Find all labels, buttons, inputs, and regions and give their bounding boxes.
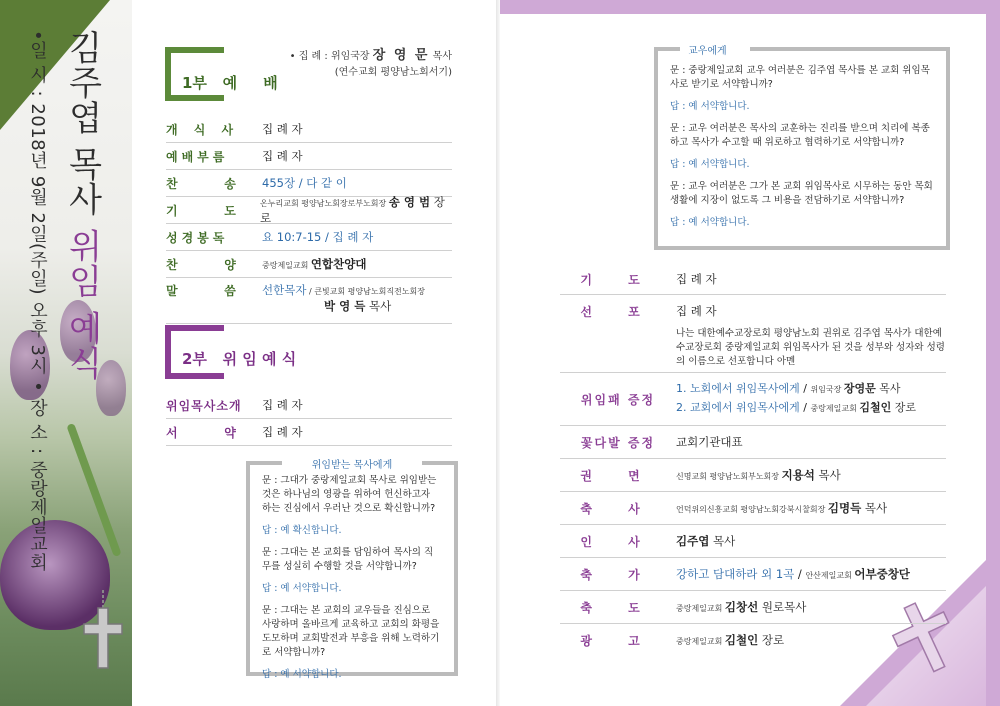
row-label: 꽃다발 증정 xyxy=(580,435,656,450)
qa-answer: 답 : 예 확신합니다. xyxy=(262,525,342,536)
row-label: 말 씀 xyxy=(166,284,242,298)
row-label: 위임패 증정 xyxy=(580,392,656,407)
row-value: 집 례 자 xyxy=(262,149,303,163)
row-label: 기 도 xyxy=(580,272,656,287)
row-value: 집 례 자 xyxy=(262,398,303,412)
order-row xyxy=(166,170,452,197)
row-label: 개 식 사 xyxy=(166,122,240,137)
row-value: 집 례 자 xyxy=(676,304,717,318)
qa-box-pastor xyxy=(246,460,458,680)
qa-answer: 답 : 예 서약합니다. xyxy=(262,669,342,680)
row-label: 축 도 xyxy=(580,600,656,615)
order-row xyxy=(560,295,946,373)
row-value: 요 10:7-15 / 집 례 자 xyxy=(262,230,374,244)
row-label: 축 사 xyxy=(580,501,656,516)
row-label: 찬 양 xyxy=(166,257,242,272)
order-row xyxy=(166,143,452,170)
qa-question: 문 : 교우 여러분은 그가 본 교회 위임목사로 시무하는 동안 목회생활에 지장이 없도록 그 비용을 전담하기로 서약합니까? xyxy=(670,181,933,206)
row-label: 위임목사소개 xyxy=(166,398,242,413)
order-row: 인 사 김주엽 목사 xyxy=(560,525,946,558)
qa-header: 교우에게 xyxy=(680,39,946,58)
row-value: 집 례 자 xyxy=(676,272,717,286)
row-label: 성경봉독 xyxy=(166,230,229,245)
section2-title: 2부 위 임 예 식 xyxy=(182,350,297,368)
row-label: 권 면 xyxy=(580,468,656,483)
qa-question: 문 : 그대가 중랑제일교회 목사로 위임받는 것은 하나님의 영광을 위하여 헌신하고자 하는 진심에서 우러난 것으로 확신합니까? xyxy=(262,475,437,514)
row-label: 축 가 xyxy=(580,567,656,582)
row-value: 집 례 자 xyxy=(262,425,303,439)
qa-header: 위임받는 목사에게 xyxy=(250,453,454,472)
order-row: 찬 양 중랑제일교회 연합찬양대 xyxy=(166,251,452,278)
proclamation-text: 나는 대한예수교장로회 평양남노회 권위로 김주엽 목사가 대한예수교장로회 중랑제일교회 위임목사가 된 것을 성부와 성자와 성령의 이름으로 선포합니다 아멘 xyxy=(676,328,945,367)
qa-question: 문 : 그대는 본 교회를 담임하여 목사의 직무를 성실히 수행할 것을 서약합니까? xyxy=(262,547,434,572)
section2-rows xyxy=(166,392,452,446)
order-row xyxy=(560,264,946,295)
qa-answer: 답 : 예 서약합니다. xyxy=(262,583,342,594)
order-row: 광 고 중랑제일교회 김철인 장로 xyxy=(560,624,946,656)
section1-title: 1부 예 배 xyxy=(182,74,278,92)
section1-rows xyxy=(166,116,452,324)
order-row: 말 씀 선한목자 / 큰빛교회 평양남노회직전노회장 박 영 득 목사 xyxy=(166,278,452,324)
qa-question: 문 : 중랑제일교회 교우 여러분은 김주엽 목사를 본 교회 위임목사로 받기로 서약합니까? xyxy=(670,65,930,90)
ceremony-rows xyxy=(560,264,946,656)
row-label: 광 고 xyxy=(580,633,656,648)
row-label: 기 도 xyxy=(166,203,242,218)
row-label: 선 포 xyxy=(580,305,656,319)
officiant-name: 장 영 문 xyxy=(372,48,430,63)
order-row: 기 도 온누리교회 평양남노회장로부노회장 송 영 범 장로 xyxy=(166,197,452,224)
qa-answer: 답 : 예 서약합니다. xyxy=(670,101,750,112)
row-label: 찬 송 xyxy=(166,176,242,191)
row-value: 집 례 자 xyxy=(262,122,303,136)
title-text: 김주엽 목사 xyxy=(62,30,102,229)
order-row: 권 면 신명교회 평양남노회부노회장 지용석 목사 xyxy=(560,459,946,492)
officiant-info: • 집 례 : 위임국장 장 영 문 목사 (연수교회 평양남노회서기) xyxy=(289,48,452,78)
purple-top-strip xyxy=(500,0,1000,14)
right-page xyxy=(500,0,1000,706)
qa-question: 문 : 교우 여러분은 목사의 교훈하는 진리를 받으며 치리에 복종하고 목사가 수고할 때 위로하고 협력하기로 서약합니까? xyxy=(670,123,930,148)
order-row: 위임패 증정 1. 노회에서 위임목사에게 / 위임국장 장영문 목사 2. 교회에서 위임목사에게 / 중랑제일교회 김철인 장로 xyxy=(560,373,946,426)
qa-box-congregation xyxy=(654,48,950,250)
order-row: 축 가 강하고 담대하라 외 1곡 / 안산제일교회 어부중창단 xyxy=(560,558,946,591)
order-row xyxy=(166,116,452,143)
order-row: 축 사 언덕위의신흥교회 평양남노회강북시찰회장 김명득 목사 xyxy=(560,492,946,525)
order-row xyxy=(166,224,452,251)
row-label: 인 사 xyxy=(580,534,656,549)
qa-answer: 답 : 예 서약합니다. xyxy=(670,159,750,170)
row-label: 예배부름 xyxy=(166,149,229,164)
cross-pendant-icon xyxy=(80,590,126,674)
order-row: 축 도 중랑제일교회 김창선 원로목사 xyxy=(560,591,946,624)
order-row xyxy=(560,426,946,459)
order-row xyxy=(166,392,452,419)
row-value: 455장 / 다 같 이 xyxy=(262,176,347,190)
row-value: 교회기관대표 xyxy=(676,435,743,449)
vertical-subtitle: •일 시 : 2018년 9월 2일(주일) 오후 3시 • 장 소 : 중랑제일교회 xyxy=(27,30,48,572)
vertical-title xyxy=(58,30,107,380)
row-label: 서 약 xyxy=(166,425,242,440)
order-row xyxy=(166,419,452,446)
qa-question: 문 : 그대는 본 교회의 교우들을 진심으로 사랑하며 올바르게 교육하고 교회의 화평을 도모하며 교회발전과 부흥을 위해 노력하기로 서약합니까? xyxy=(262,605,440,658)
qa-answer: 답 : 예 서약합니다. xyxy=(670,217,750,228)
title-accent: 위임 예식 xyxy=(62,228,102,381)
